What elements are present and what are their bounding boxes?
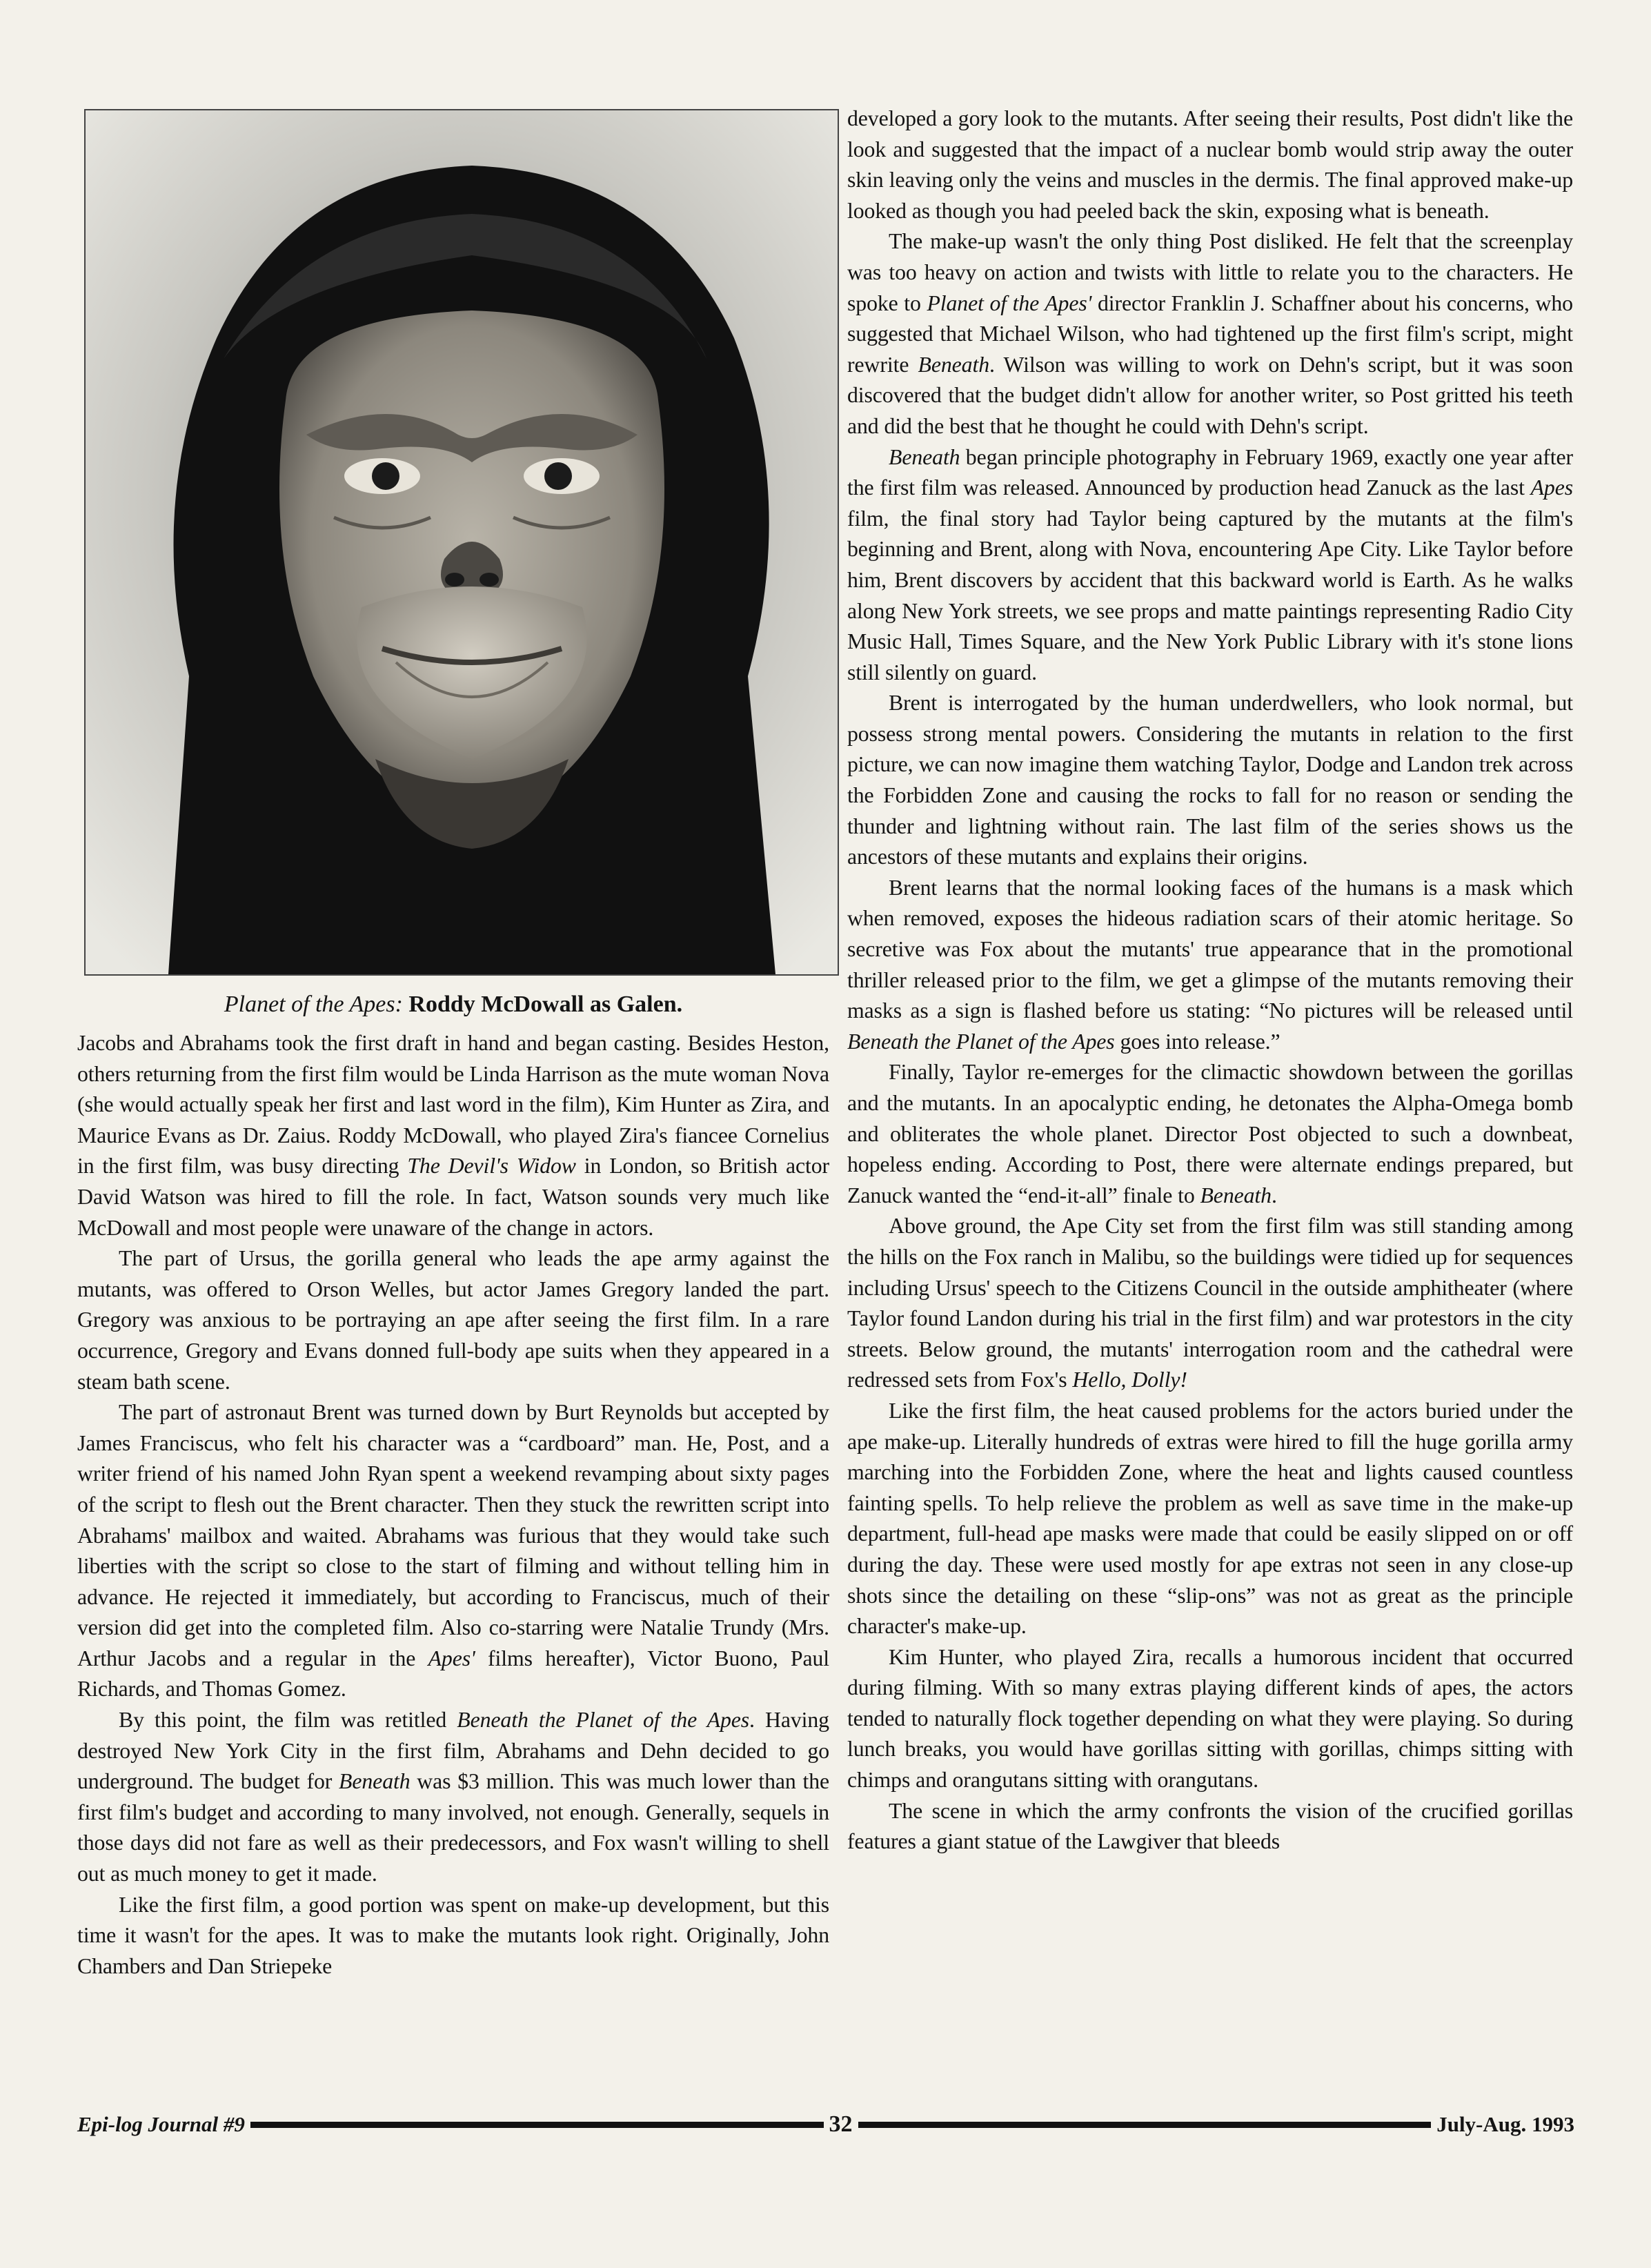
article-paragraph	[77, 1028, 829, 1243]
text-run: began principle photography in February 1969, exactly one year after the first film was released. Announced by production head Zanuck as the last	[847, 444, 1573, 500]
article-paragraph	[847, 688, 1573, 873]
text-run: director Franklin J. Schaffner about his concerns, who suggested that Michael Wilson, who had tightened up the first film's script, might rewrite	[847, 290, 1573, 377]
right-column	[847, 103, 1573, 1857]
text-run: developed a gory look to the mutants. After seeing their results, Post didn't like the look and suggested that the impact of a nuclear bomb would strip away the outer skin leaving only the veins and muscles in the dermis. The final approved make-up looked as though you had peeled back the skin, exposing what is beneath.	[847, 106, 1573, 223]
text-run: Above ground, the Ape City set from the first film was still standing among the hills on the Fox ranch in Malibu, so the buildings were tidied up for sequences including Ursus' speech to the Citizens Council in the outside amphitheater (where Taylor found Landon during his trial in the first film) and war protestors in the city streets. Below ground, the mutants' interrogation room and the cathedral were redressed sets from Fox's	[847, 1214, 1573, 1392]
article-paragraph	[847, 1796, 1573, 1857]
italic-title: Apes'	[428, 1646, 475, 1670]
text-run: The part of astronaut Brent was turned down by Burt Reynolds but accepted by James Franciscus, who felt his character was a “cardboard” man. He, Post, and a writer friend of his named John Ryan spent a weekend revamping about sixty pages of the script to flesh out the Brent character. Then they stuck the rewritten script into Abrahams' mailbox and waited. Abrahams was furious that they would take such liberties with the script so close to the start of filming and without telling him in advance. He rejected it immediately, but according to Franciscus, much of their version did get into the completed film. Also co-starring were Natalie Trundy (Mrs. Arthur Jacobs and a regular in the	[77, 1400, 829, 1670]
text-run: . Having destroyed New York City in the first film, Abrahams and Dehn decided to go underground. The budget for	[77, 1708, 829, 1794]
italic-title: The Devil's Widow	[407, 1154, 576, 1179]
text-run: Like the first film, a good portion was spent on make-up development, but this time it wasn't for the apes. It was to make the mutants look right. Originally, John Chambers and Dan Striepeke	[77, 1892, 829, 1978]
article-paragraph	[847, 1396, 1573, 1642]
text-run: .	[1271, 1183, 1277, 1207]
caption-title: Planet of the Apes:	[224, 992, 403, 1017]
article-paragraph	[847, 1642, 1573, 1796]
italic-title: Beneath	[339, 1769, 411, 1794]
left-column-text	[77, 1028, 829, 1982]
article-paragraph	[77, 1397, 829, 1705]
left-column	[77, 109, 829, 1982]
article-paragraph	[847, 873, 1573, 1058]
ape-portrait-photo	[84, 109, 839, 976]
text-run: Like the first film, the heat caused problems for the actors buried under the ape make-up. Literally hundreds of extras were hired to fill the huge gorilla army marching into the Forbidden Zone, where the heat and lights caused countless fainting spells. To help relieve the problem as well as save time in the make-up department, full-head ape masks were made that could be easily slipped on or off during the day. These were used mostly for ape extras not seen in any close-up shots since the detailing on these “slip-ons” was not as great as the principle character's make-up.	[847, 1398, 1573, 1639]
text-run: was $3 million. This was much lower than the first film's budget and according to many involved, not enough. Generally, sequels in those days did not fare as well as their predecessors, and Fox wasn't willing to shell out as much money to get it made.	[77, 1769, 830, 1886]
text-run: . Wilson was willing to work on Dehn's script, but it was soon discovered that the budget didn't allow for another writer, so Post gritted his teeth and did the best that he thought he could with Dehn's script.	[847, 352, 1573, 438]
text-run: By this point, the film was retitled	[119, 1708, 457, 1733]
italic-title: Beneath the Planet of the Apes	[457, 1708, 750, 1733]
article-paragraph	[77, 1243, 829, 1397]
article-paragraph	[847, 226, 1573, 442]
italic-title: Beneath	[889, 444, 960, 469]
italic-title: Hello, Dolly!	[1072, 1368, 1187, 1392]
page-number: 32	[829, 2111, 853, 2137]
text-run: Brent learns that the normal looking faces of the humans is a mask which when removed, exposes the hideous radiation scars of their atomic heritage. So secretive was Fox about the mutants' true appearance that in the promotional thriller released prior to the film, we get a glimpse of the mutants removing their masks as a sign is flashed before us stating: “No pictures will be released until	[847, 875, 1573, 1023]
article-paragraph	[77, 1890, 829, 1982]
text-run: Brent is interrogated by the human underdwellers, who look normal, but possess strong mental powers. Considering the mutants in relation to the first picture, we can now imagine them watching Taylor, Dodge and Landon trek across the Forbidden Zone and causing the rocks to fall for no reason or sending the thunder and lightning without rain. The last film of the series shows us the ancestors of these mutants and explains their origins.	[847, 691, 1573, 869]
right-column-text	[847, 103, 1573, 1857]
footer-issue-date: July-Aug. 1993	[1436, 2112, 1575, 2136]
italic-title: Beneath	[1200, 1183, 1272, 1207]
text-run: Finally, Taylor re-emerges for the climactic showdown between the gorillas and the mutants. In an apocalyptic ending, he detonates the Alpha-Omega bomb and obliterates the whole planet. Director Post objected to such a downbeat, hopeless ending. According to Post, there were alternate endings prepared, but Zanuck wanted the “end-it-all” finale to	[847, 1060, 1573, 1207]
text-run: Jacobs and Abrahams took the first draft in hand and began casting. Besides Heston, others returning from the first film would be Linda Harrison as the mute woman Nova (she would actually speak her first and last word in the film), Kim Hunter as Zira, and Maurice Evans as Dr. Zaius. Roddy McDowall, who played Zira's fiancee Cornelius in the first film, was busy directing	[77, 1031, 829, 1179]
italic-title: Planet of the Apes'	[927, 290, 1092, 315]
text-run: goes into release.”	[1114, 1029, 1281, 1054]
italic-title: Apes	[1530, 475, 1573, 500]
photo-caption	[77, 989, 829, 1020]
article-paragraph	[847, 1057, 1573, 1211]
text-run: in London, so British actor David Watson was hired to fill the role. In fact, Watson sounds very much like McDowall and most people were unaware of the change in actors.	[77, 1154, 829, 1240]
text-run: film, the final story had Taylor being captured by the mutants at the film's beginning and Brent, along with Nova, encountering Ape City. Like Taylor before him, Brent discovers by accident that this backward world is Earth. As he walks along New York streets, we see props and matte paintings representing Radio City Music Hall, Times Square, and the New York Public Library with it's stone lions still silently on guard.	[847, 506, 1573, 684]
article-paragraph	[847, 442, 1573, 689]
article-paragraph	[847, 103, 1573, 226]
italic-title: Beneath	[918, 352, 990, 377]
caption-text: Roddy McDowall as Galen.	[408, 992, 683, 1017]
footer-journal-title: Epi-log Journal #9	[77, 2112, 245, 2136]
text-run: The part of Ursus, the gorilla general who leads the ape army against the mutants, was offered to Orson Welles, but actor James Gregory landed the part. Gregory was anxious to be portraying an ape after seeing the first film. In a rare occurrence, Gregory and Evans donned full-body ape suits when they appeared in a steam bath scene.	[77, 1246, 829, 1394]
page-footer	[77, 2107, 1574, 2142]
footer-rule	[858, 2122, 1432, 2128]
text-run: Kim Hunter, who played Zira, recalls a humorous incident that occurred during filming. With so many extras playing different kinds of apes, the actors tended to naturally flock together depending on what they were playing. So during lunch breaks, you would have gorillas sitting with gorillas, chimps sitting with chimps and orangutans sitting with orangutans.	[847, 1644, 1573, 1793]
article-paragraph	[77, 1705, 829, 1890]
footer-rule	[250, 2122, 824, 2128]
italic-title: Beneath the Planet of the Apes	[847, 1029, 1115, 1054]
text-run: films hereafter), Victor Buono, Paul Richards, and Thomas Gomez.	[77, 1646, 829, 1702]
article-paragraph	[847, 1211, 1573, 1396]
text-run: The make-up wasn't the only thing Post disliked. He felt that the screenplay was too heavy on action and twists with little to relate you to the characters. He spoke to	[847, 229, 1573, 315]
text-run: The scene in which the army confronts the vision of the crucified gorillas features a giant statue of the Lawgiver that bleeds	[847, 1798, 1573, 1854]
